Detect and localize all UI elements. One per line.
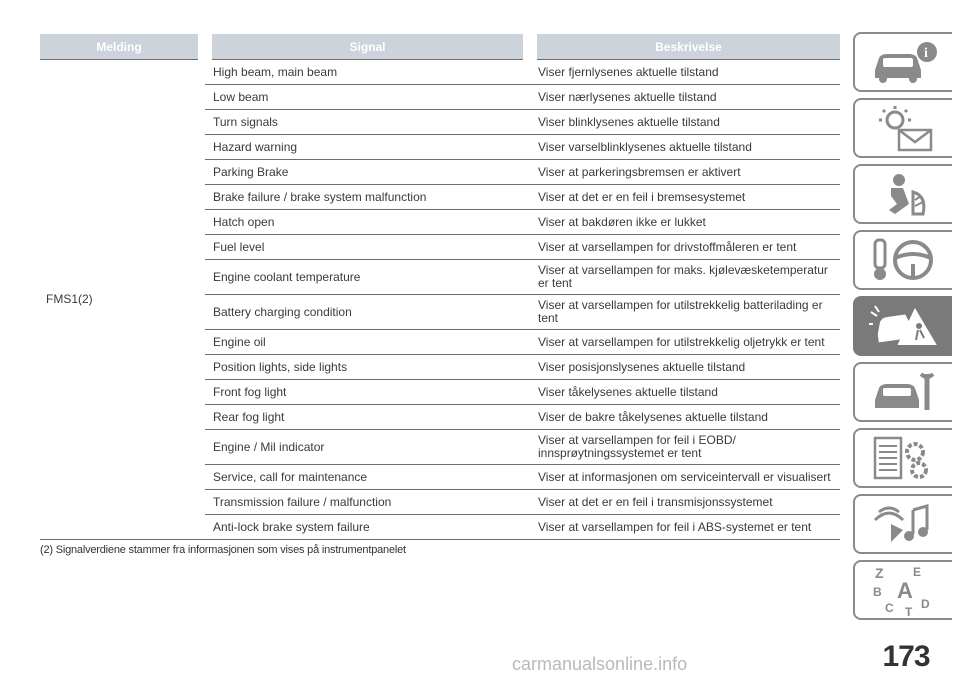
signal-cell: Engine / Mil indicator	[205, 430, 530, 465]
chapter-sidebar	[853, 32, 952, 626]
sidebar-tab-emergency[interactable]	[853, 296, 952, 356]
svg-text:T: T	[904, 605, 912, 616]
description-cell: Viser tåkelysenes aktuelle tilstand	[530, 380, 840, 405]
signal-cell: High beam, main beam	[205, 60, 530, 85]
signal-cell: Turn signals	[205, 110, 530, 135]
signal-cell: Hazard warning	[205, 135, 530, 160]
safety-airbag-icon	[869, 170, 939, 218]
signal-cell: Service, call for maintenance	[205, 465, 530, 490]
description-cell: Viser blinklysenes aktuelle tilstand	[530, 110, 840, 135]
message-name: FMS1	[46, 292, 79, 307]
signal-cell: Parking Brake	[205, 160, 530, 185]
sidebar-tab-starting-driving[interactable]	[853, 230, 952, 290]
multimedia-icon	[869, 500, 939, 548]
description-cell: Viser at parkeringsbremsen er aktivert	[530, 160, 840, 185]
warning-lights-icon	[869, 104, 939, 152]
svg-text:Z: Z	[874, 565, 884, 581]
signal-cell: Engine oil	[205, 330, 530, 355]
signal-cell: Rear fog light	[205, 405, 530, 430]
emergency-icon	[869, 302, 939, 350]
specifications-icon	[869, 434, 939, 482]
signal-cell: Engine coolant temperature	[205, 260, 530, 295]
description-cell: Viser at varsellampen for feil i ABS-systemet er tent	[530, 515, 840, 540]
footnote: (2) Signalverdiene stammer fra informasjonen som vises på instrumentpanelet	[40, 544, 406, 556]
steering-wheel-icon	[869, 236, 939, 284]
svg-text:E: E	[912, 565, 921, 579]
description-cell: Viser de bakre tåkelysenes aktuelle tilstand	[530, 405, 840, 430]
description-cell: Viser at varsellampen for utilstrekkelig batterilading er tent	[530, 295, 840, 330]
description-cell: Viser at det er en feil i bremsesystemet	[530, 185, 840, 210]
description-cell: Viser varselblinklysenes aktuelle tilstand	[530, 135, 840, 160]
signal-table	[40, 34, 840, 540]
sidebar-tab-index[interactable]	[853, 560, 952, 620]
sidebar-tab-warning-lights[interactable]	[853, 98, 952, 158]
header-signal: Signal	[205, 34, 530, 60]
table-header-row	[40, 34, 840, 60]
table-row	[40, 60, 840, 85]
signal-cell: Fuel level	[205, 235, 530, 260]
svg-text:B: B	[872, 585, 882, 599]
description-cell: Viser at varsellampen for utilstrekkelig oljetrykk er tent	[530, 330, 840, 355]
svg-text:D: D	[920, 597, 930, 611]
signal-cell: Position lights, side lights	[205, 355, 530, 380]
page-number: 173	[882, 640, 930, 673]
svg-text:C: C	[884, 601, 894, 615]
description-cell: Viser at informasjonen om serviceintervall er visualisert	[530, 465, 840, 490]
svg-text:A: A	[896, 578, 913, 603]
message-cell	[40, 60, 205, 540]
alphabetical-index-icon	[869, 564, 939, 616]
header-melding: Melding	[40, 34, 205, 60]
description-cell: Viser nærlysenes aktuelle tilstand	[530, 85, 840, 110]
page-content	[40, 34, 840, 556]
signal-cell: Battery charging condition	[205, 295, 530, 330]
sidebar-tab-maintenance[interactable]	[853, 362, 952, 422]
signal-cell: Front fog light	[205, 380, 530, 405]
sidebar-tab-specifications[interactable]	[853, 428, 952, 488]
svg-text:i: i	[923, 46, 928, 61]
signal-cell: Brake failure / brake system malfunction	[205, 185, 530, 210]
description-cell: Viser at det er en feil i transmisjonssystemet	[530, 490, 840, 515]
signal-cell: Hatch open	[205, 210, 530, 235]
table-body	[40, 60, 840, 540]
sidebar-tab-multimedia[interactable]	[853, 494, 952, 554]
description-cell: Viser posisjonslysenes aktuelle tilstand	[530, 355, 840, 380]
signal-cell: Low beam	[205, 85, 530, 110]
description-cell: Viser at bakdøren ikke er lukket	[530, 210, 840, 235]
description-cell: Viser at varsellampen for drivstoffmåleren er tent	[530, 235, 840, 260]
signal-cell: Transmission failure / malfunction	[205, 490, 530, 515]
car-maintenance-icon	[869, 368, 939, 416]
description-cell: Viser fjernlysenes aktuelle tilstand	[530, 60, 840, 85]
header-beskrivelse: Beskrivelse	[530, 34, 840, 60]
car-info-icon	[869, 40, 939, 84]
description-cell: Viser at varsellampen for feil i EOBD/ innsprøytningssystemet er tent	[530, 430, 840, 465]
sidebar-tab-car-info[interactable]	[853, 32, 952, 92]
watermark: carmanualsonline.info	[512, 654, 688, 674]
sidebar-tab-safety[interactable]	[853, 164, 952, 224]
description-cell: Viser at varsellampen for maks. kjølevæsketemperatur er tent	[530, 260, 840, 295]
message-footnote-ref: (2)	[78, 292, 93, 307]
signal-cell: Anti-lock brake system failure	[205, 515, 530, 540]
